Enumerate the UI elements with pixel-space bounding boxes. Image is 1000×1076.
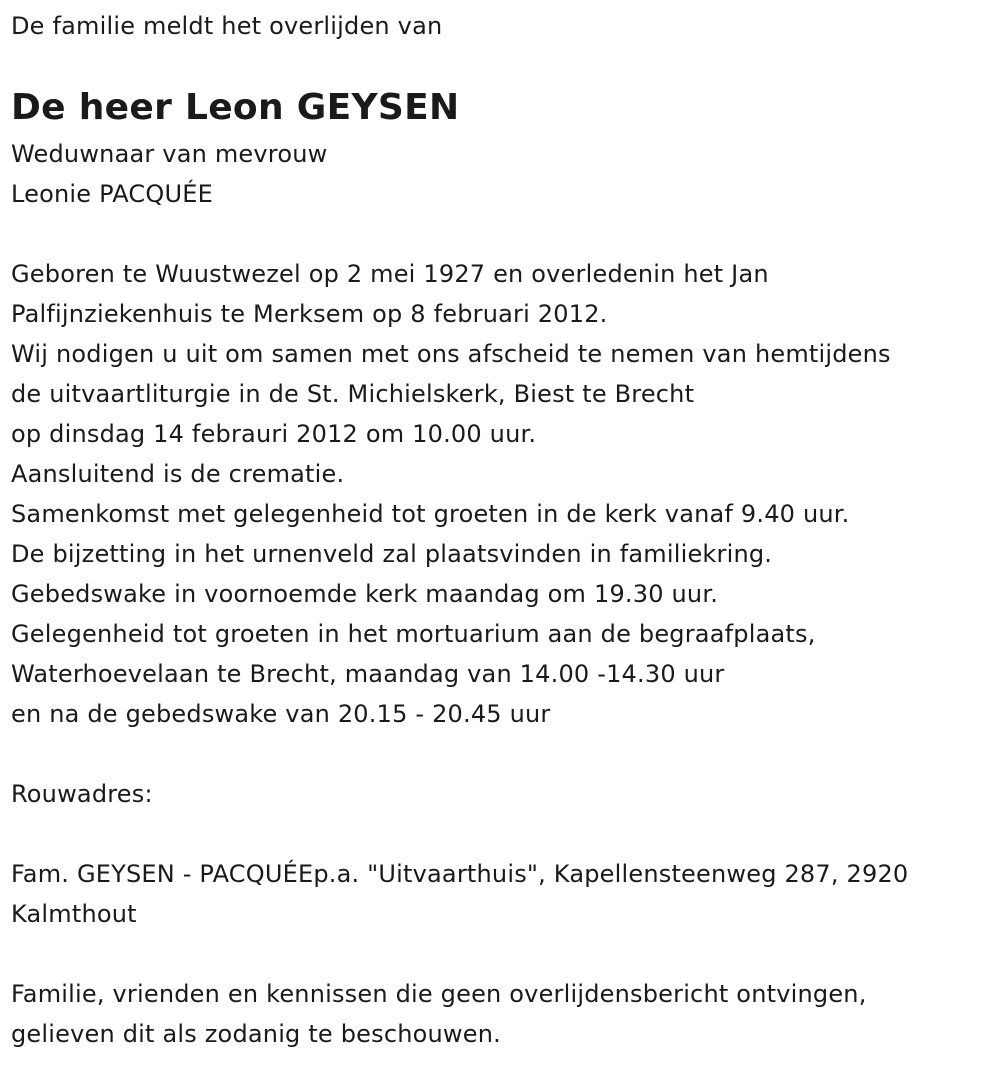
detail-line: Wij nodigen u uit om samen met ons afscheid te nemen van hemtijdens: [11, 340, 891, 368]
detail-line: Palfijnziekenhuis te Merksem op 8 februari 2012.: [11, 300, 608, 328]
spacer: [11, 814, 1000, 854]
detail-line: en na de gebedswake van 20.15 - 20.45 uur: [11, 700, 551, 728]
detail-line: Gebedswake in voornoemde kerk maandag om 19.30 uur.: [11, 580, 719, 608]
detail-line: Waterhoevelaan te Brecht, maandag van 14.00 -14.30 uur: [11, 660, 725, 688]
detail-line: Aansluitend is de crematie.: [11, 460, 345, 488]
address-label: Rouwadres:: [11, 780, 153, 808]
intro-text: De familie meldt het overlijden van: [11, 12, 443, 40]
address-line-2: Kalmthout: [11, 900, 137, 928]
detail-line: op dinsdag 14 febrauri 2012 om 10.00 uur.: [11, 420, 537, 448]
spouse-line-1: Weduwnaar van mevrouw: [11, 140, 328, 168]
death-notice: [0, 6, 1000, 1076]
detail-line: Geboren te Wuustwezel op 2 mei 1927 en overledenin het Jan: [11, 260, 769, 288]
details-block: [11, 254, 1000, 734]
deceased-name: De heer Leon GEYSEN: [11, 87, 460, 128]
detail-line: Samenkomst met gelegenheid tot groeten in de kerk vanaf 9.40 uur.: [11, 500, 850, 528]
spacer: [11, 214, 1000, 254]
address-line-1: Fam. GEYSEN - PACQUÉEp.a. "Uitvaarthuis", Kapellensteenweg 287, 2920: [11, 860, 909, 888]
closing-line-2: gelieven dit als zodanig te beschouwen.: [11, 1020, 501, 1048]
spacer: [11, 734, 1000, 774]
closing-line-1: Familie, vrienden en kennissen die geen overlijdensbericht ontvingen,: [11, 980, 867, 1008]
detail-line: Gelegenheid tot groeten in het mortuarium aan de begraafplaats,: [11, 620, 816, 648]
detail-line: de uitvaartliturgie in de St. Michielskerk, Biest te Brecht: [11, 380, 695, 408]
spouse-line-2: Leonie PACQUÉE: [11, 180, 213, 208]
detail-line: De bijzetting in het urnenveld zal plaatsvinden in familiekring.: [11, 540, 773, 568]
spacer: [11, 934, 1000, 974]
